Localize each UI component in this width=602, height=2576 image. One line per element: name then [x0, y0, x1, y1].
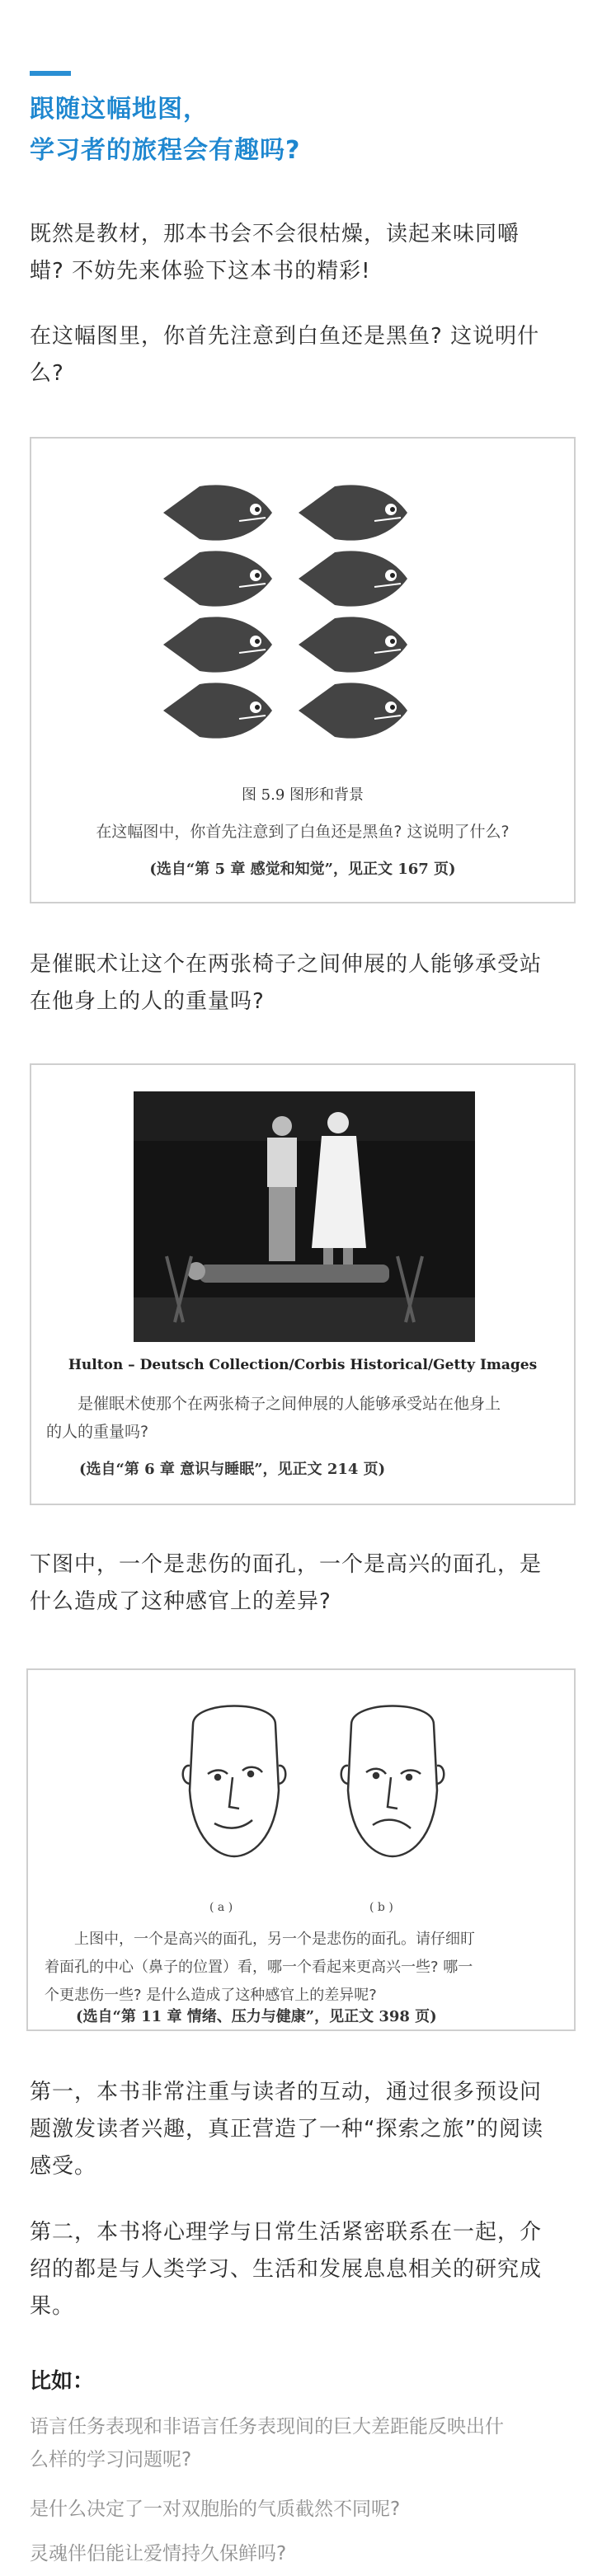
- point-2-line-3: 果。: [30, 2294, 75, 2319]
- hypnosis-photo: [134, 1091, 475, 1342]
- figure-1-title: 图 5.9 图形和背景: [241, 786, 364, 804]
- fish-row-2: [163, 551, 407, 606]
- standing-man: [267, 1116, 297, 1261]
- example-2: 是什么决定了一对双胞胎的气质截然不同呢?: [30, 2499, 401, 2520]
- point-2-line-1: 第二，本书将心理学与日常生活紧密联系在一起，介: [30, 2220, 543, 2245]
- figure-fish-box: [30, 437, 576, 903]
- figure-1-source: (选自“第 5 章 感觉和知觉”，见正文 167 页): [149, 861, 456, 878]
- heading-line-2: 学习者的旅程会有趣吗?: [30, 136, 301, 165]
- point-1-line-2: 题激发读者兴趣，真正营造了一种“探索之旅”的阅读: [30, 2117, 543, 2142]
- accent-bar: [30, 71, 71, 76]
- face-a: [183, 1706, 286, 1857]
- face-b-label: ( b ): [369, 1901, 393, 1914]
- figure-hypnosis-box: [30, 1063, 576, 1505]
- question-2-line-1: 是催眠术让这个在两张椅子之间伸展的人能够承受站: [30, 952, 543, 977]
- figure-faces-box: [26, 1668, 576, 2031]
- lying-person: [187, 1262, 389, 1283]
- example-1-line-2: 么样的学习问题呢?: [30, 2449, 192, 2470]
- figure-3-caption-line-2: 着面孔的中心（鼻子的位置）看，哪一个看起来更高兴一些? 哪一: [45, 1959, 473, 1976]
- point-2-line-2: 绍的都是与人类学习、生活和发展息息相关的研究成: [30, 2257, 543, 2282]
- figure-2-credit: Hulton – Deutsch Collection/Corbis Historical/Getty Images: [68, 1357, 538, 1373]
- faces-illustration: [28, 1692, 577, 1881]
- question-2: [30, 946, 576, 1021]
- intro-paragraph: [30, 216, 576, 290]
- point-1-line-1: 第一，本书非常注重与读者的互动，通过很多预设问: [30, 2080, 543, 2104]
- figure-2-caption-line-1: 是催眠术使那个在两张椅子之间伸展的人能够承受站在他身上: [78, 1395, 501, 1413]
- fish-row-3: [163, 617, 407, 672]
- figure-2-source: (选自“第 6 章 意识与睡眠”，见正文 214 页): [79, 1461, 386, 1478]
- heading-line-1: 跟随这幅地图，: [30, 95, 209, 124]
- figure-2-caption-line-2: 的人的重量吗?: [46, 1423, 149, 1441]
- point-2-paragraph: [30, 2214, 576, 2325]
- example-3: 灵魂伴侣能让爱情持久保鲜吗?: [30, 2543, 287, 2564]
- example-1-line-1: 语言任务表现和非语言任务表现间的巨大差距能反映出什: [30, 2416, 504, 2438]
- fish-row-1: [163, 485, 407, 540]
- face-b: [341, 1706, 444, 1857]
- intro-line-2: 蜡? 不妨先来体验下这本书的精彩!: [30, 259, 371, 284]
- figure-3-caption: [45, 1926, 557, 2010]
- question-3-line-2: 什么造成了这种感官上的差异?: [30, 1589, 332, 1614]
- examples-label: 比如：: [30, 2369, 95, 2394]
- question-1: [30, 318, 576, 392]
- figure-3-caption-line-1: 上图中，一个是高兴的面孔，另一个是悲伤的面孔。请仔细盯: [74, 1931, 475, 1948]
- point-1-paragraph: [30, 2074, 576, 2185]
- question-2-line-2: 在他身上的人的重量吗?: [30, 989, 265, 1014]
- point-1-line-3: 感受。: [30, 2154, 97, 2179]
- intro-line-1: 既然是教材，那本书会不会很枯燥，读起来味同嚼: [30, 222, 520, 246]
- question-1-line-1: 在这幅图里，你首先注意到白鱼还是黑鱼? 这说明什: [30, 324, 540, 349]
- figure-3-caption-line-3: 个更悲伤一些? 是什么造成了这种感官上的差异呢?: [45, 1987, 377, 2004]
- question-3-line-1: 下图中，一个是悲伤的面孔，一个是高兴的面孔，是: [30, 1552, 543, 1577]
- question-3: [30, 1546, 576, 1621]
- face-a-label: ( a ): [209, 1901, 233, 1914]
- section-heading: [30, 89, 574, 171]
- figure-1-caption: 在这幅图中，你首先注意到了白鱼还是黑鱼? 这说明了什么?: [96, 823, 510, 841]
- question-1-line-2: 么?: [30, 361, 64, 386]
- example-1: [30, 2410, 576, 2476]
- figure-2-caption: [46, 1390, 559, 1418]
- fish-row-4: [163, 683, 407, 738]
- figure-3-source: (选自“第 11 章 情绪、压力与健康”，见正文 398 页): [76, 2008, 437, 2025]
